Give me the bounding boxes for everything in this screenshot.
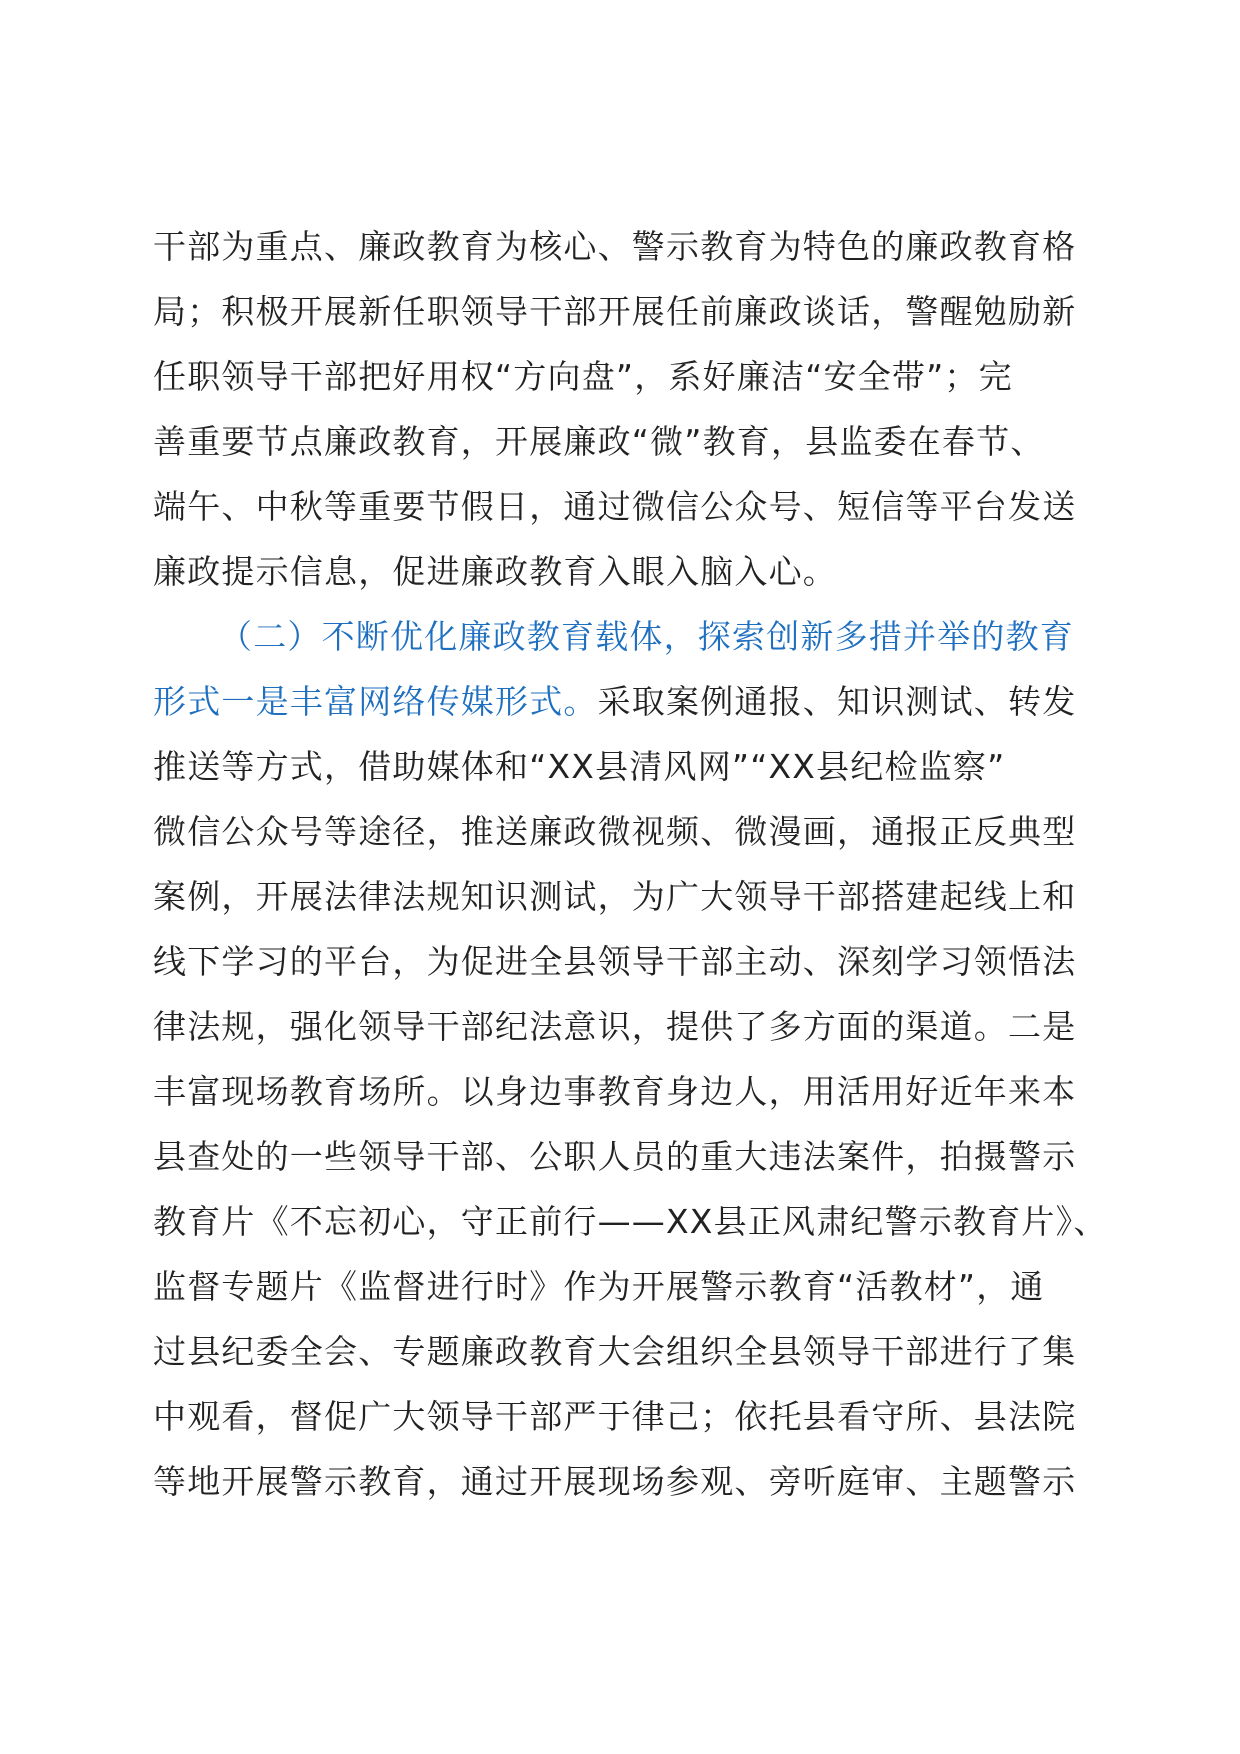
text-line: 等地开展警示教育，通过开展现场参观、旁听庭审、主题警示 [153,1462,1077,1501]
text-line: 案例，开展法律法规知识测试，为广大领导干部搭建起线上和 [153,877,1077,916]
text-line: 过县纪委全会、专题廉政教育大会组织全县领导干部进行了集 [153,1332,1077,1371]
text-line: 教育片《不忘初心，守正前行——XX县正风肃纪警示教育片》、 [153,1202,1108,1241]
document-body [153,214,1108,1514]
text-line [153,669,1093,734]
text-line: 中观看，督促广大领导干部严于律己；依托县看守所、县法院 [153,1397,1077,1436]
section-heading-line [153,604,1093,669]
text-line: 监督专题片《监督进行时》作为开展警示教育“活教材”，通 [153,1267,1045,1306]
text-line: 推送等方式，借助媒体和“XX县清风网”“XX县纪检监察” [153,747,1006,786]
text-line: 善重要节点廉政教育，开展廉政“微”教育，县监委在春节、 [153,422,1045,461]
text-line: 县查处的一些领导干部、公职人员的重大违法案件，拍摄警示 [153,1137,1077,1176]
text-line: 廉政提示信息，促进廉政教育入眼入脑入心。 [153,552,837,591]
text-line: 线下学习的平台，为促进全县领导干部主动、深刻学习领悟法 [153,942,1077,981]
section-heading: （二）不断优化廉政教育载体，探索创新多措并举的教育 [219,617,1074,656]
text-line: 干部为重点、廉政教育为核心、警示教育为特色的廉政教育格 [153,227,1077,266]
text-line: 端午、中秋等重要节假日，通过微信公众号、短信等平台发送 [153,487,1077,526]
subsection-heading: 形式一是丰富网络传媒形式。 [153,682,598,721]
paragraph-2 [153,604,1108,1514]
text-line: 丰富现场教育场所。以身边事教育身边人，用活用好近年来本 [153,1072,1077,1111]
text-line: 微信公众号等途径，推送廉政微视频、微漫画，通报正反典型 [153,812,1077,851]
paragraph-1 [153,214,1093,604]
text-line: 任职领导干部把好用权“方向盘”，系好廉洁“安全带”；完 [153,357,1013,396]
text-run: 采取案例通报、知识测试、转发 [597,682,1077,721]
text-line: 律法规，强化领导干部纪法意识，提供了多方面的渠道。二是 [153,1007,1077,1046]
text-line: 局；积极开展新任职领导干部开展任前廉政谈话，警醒勉励新 [153,292,1077,331]
